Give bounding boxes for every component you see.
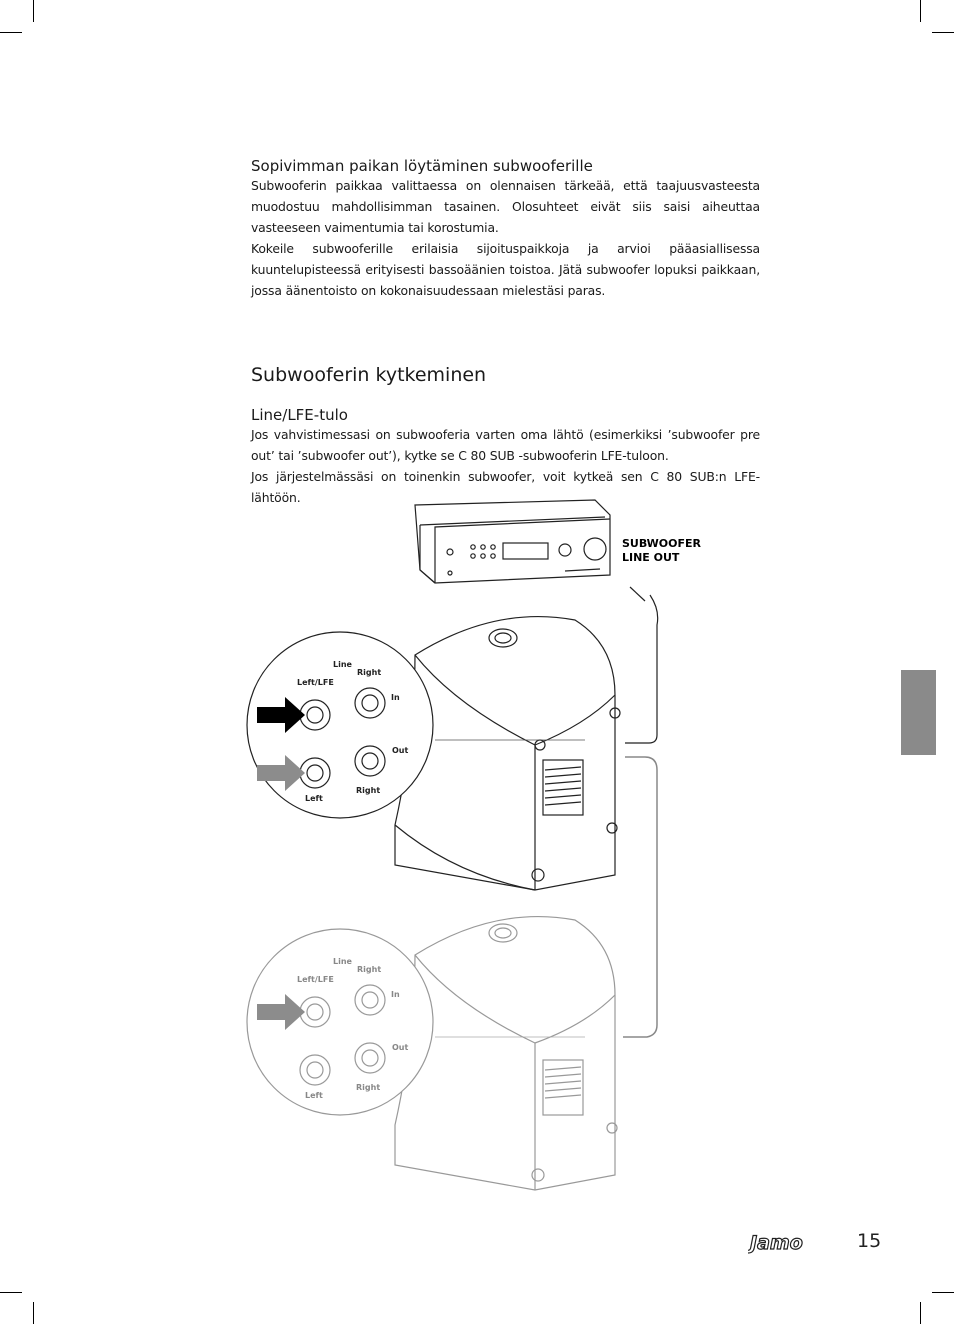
label-left-out: Left [305, 1091, 323, 1100]
label-out: Out [392, 746, 409, 755]
label-right-out: Right [356, 1083, 381, 1092]
crop-mark [33, 0, 34, 22]
section-tab [901, 670, 936, 755]
section-placement [251, 157, 760, 301]
crop-mark [932, 1292, 954, 1293]
line-out-label-2: LINE OUT [622, 551, 680, 564]
connecting-title: Subwooferin kytkeminen [251, 364, 487, 386]
section-connecting [251, 364, 760, 508]
label-in: In [391, 693, 400, 702]
connecting-paragraph-2: Jos järjestelmässäsi on toinenkin subwoofer, voit kytkeä sen C 80 SUB:n LFE-lähtöön. [251, 469, 760, 505]
label-left-out: Left [305, 794, 323, 803]
amplifier-illustration [415, 500, 610, 583]
placement-heading: Sopivimman paikan löytäminen subwooferille [251, 157, 593, 175]
label-right-out: Right [356, 786, 381, 795]
label-left-lfe: Left/LFE [297, 975, 334, 984]
label-line: Line [333, 660, 352, 669]
label-right-in: Right [357, 668, 382, 677]
label-right-in: Right [357, 965, 382, 974]
crop-mark [0, 1292, 22, 1293]
label-line: Line [333, 957, 352, 966]
crop-mark [920, 0, 921, 22]
page-number: 15 [857, 1230, 882, 1252]
crop-mark [0, 32, 22, 33]
subwoofer-bottom-illustration [395, 917, 617, 1190]
connecting-paragraph-1: Jos vahvistimessasi on subwooferia varten oma lähtö (esimerkiksi ’subwoofer pre out’ tai ’subwoofer out’), kytke se C 80 SUB -subwooferin LFE-tuloon. [251, 427, 760, 463]
crop-mark [920, 1302, 921, 1324]
label-in: In [391, 990, 400, 999]
placement-paragraph-1: Subwooferin paikkaa valittaessa on olennaisen tärkeää, että taajuusvasteesta muodostuu mahdollisimman tasainen. Olosuhteet eivät siis saisi aiheuttaa vasteeseen vaimentumia tai korostumia. [251, 178, 760, 235]
placement-paragraph-2: Kokeile subwooferille erilaisia sijoituspaikkoja ja arvioi pääasiallisessa kuuntelupisteessä erityisesti bassoäänien toistoa. Jätä subwoofer lopuksi paikkaan, jossa äänentoisto on kokonaisuudessaan mielestäsi paras. [251, 241, 760, 298]
connection-diagram [245, 495, 705, 1195]
subwoofer-cable [623, 587, 658, 1037]
brand-text: Jamo [750, 1232, 803, 1254]
line-lfe-heading: Line/LFE-tulo [251, 406, 348, 424]
label-out: Out [392, 1043, 409, 1052]
crop-mark [932, 32, 954, 33]
label-left-lfe: Left/LFE [297, 678, 334, 687]
line-out-label-1: SUBWOOFER [622, 537, 701, 550]
crop-mark [33, 1302, 34, 1324]
jamo-logo [748, 1232, 828, 1254]
